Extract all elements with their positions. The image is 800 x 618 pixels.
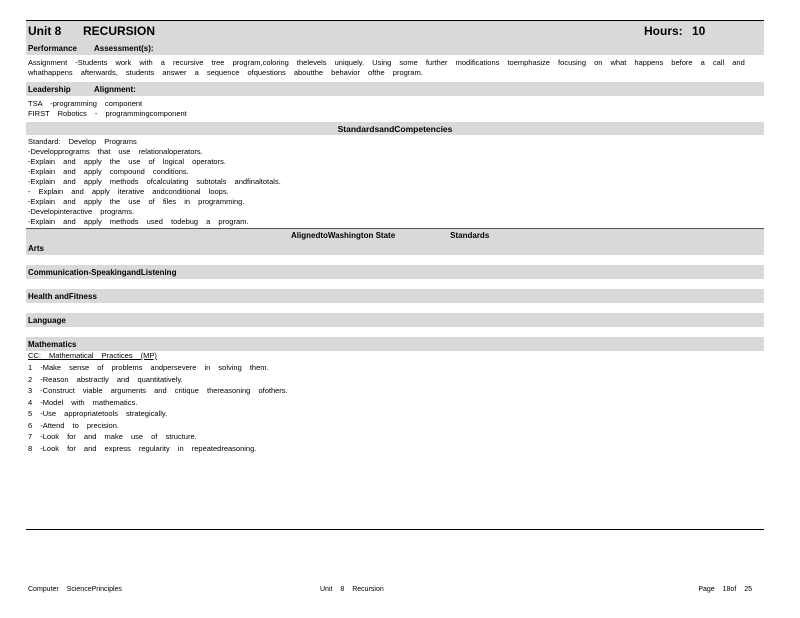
leadership-line-1: TSA -programming component [28, 99, 143, 108]
leadership-label: Leadership [28, 84, 71, 94]
standard-line: - Explain and apply iterative andconditional loops. [28, 187, 229, 196]
unit-number: Unit 8 [28, 24, 62, 38]
math-practice-line: 7 -Look for and make use of structure. [28, 432, 197, 441]
area-communication: Communication-SpeakingandListening [26, 265, 764, 279]
leadership-line-2: FIRST Robotics - programmingcomponent [28, 109, 187, 118]
footer-course: Computer SciencePrinciples [28, 586, 122, 593]
math-practice-line: 2 -Reason abstractly and quantitatively. [28, 374, 183, 384]
alignment-label: Alignment: [94, 84, 136, 94]
unit-title-bar [26, 20, 764, 41]
math-practice-line: 4 -Model with mathematics. [28, 397, 138, 407]
area-language: Language [26, 313, 764, 327]
math-practice-line: 8 -Look for and express regularity in repeatedreasoning. [28, 443, 257, 453]
hours-label: Hours: [644, 24, 683, 38]
math-practices-list [26, 361, 764, 454]
unit-topic: RECURSION [83, 24, 156, 38]
area-arts: Arts [26, 241, 764, 255]
math-practice-line: 3 -Construct viable arguments and critique thereasoning ofothers. [28, 386, 288, 395]
math-practices-subheading: CC: Mathematical Practices (MP) [28, 351, 157, 360]
document-page [26, 20, 764, 454]
page-footer [28, 586, 752, 593]
math-practice-line: 1 -Make sense of problems andpersevere in solving them. [28, 363, 269, 372]
bottom-divider [26, 529, 764, 530]
leadership-alignment-header [26, 82, 764, 96]
math-practice-line: 5 -Use appropriatetools strategically. [28, 409, 168, 418]
standard-line: -Explain and apply methods ofcalculating subtotals andfinaltotals. [28, 177, 281, 186]
math-practice-line: 6 -Attend to precision. [28, 420, 119, 430]
footer-page-number: Page 18of 25 [698, 586, 752, 593]
standard-line: -Explain and apply compound conditions. [28, 167, 189, 176]
standard-line: -Developinteractive programs. [28, 207, 135, 216]
hours-value: 10 [692, 24, 706, 38]
aligned-heading-standards: Standards [450, 230, 490, 240]
performance-line-1: Assignment -Students work with a recursive tree program,coloring thelevels uniquely. Using some further modifications toemphasize focusing on what happens before a call and [28, 58, 745, 67]
footer-unit: Unit 8 Recursion [320, 586, 384, 593]
standard-line: -Developprograms that use relationaloperators. [28, 147, 203, 156]
standard-line: -Explain and apply the use of files in programming. [28, 197, 245, 206]
standard-line: Standard: Develop Programs [28, 137, 137, 146]
performance-line-2: whathappens afterwards, students answer a sequence ofquestions aboutthe behavior ofthe program. [28, 68, 423, 77]
aligned-standards-heading [26, 229, 764, 241]
performance-assessment-header [26, 41, 764, 55]
aligned-heading: AlignedtoWashington State [291, 230, 396, 240]
standards-list [26, 135, 764, 227]
area-mathematics: Mathematics [26, 337, 764, 351]
standards-heading: StandardsandCompetencies [26, 122, 764, 135]
standard-line: -Explain and apply the use of logical operators. [28, 157, 226, 166]
area-health: Health andFitness [26, 289, 764, 303]
assessment-label: Assessment(s): [94, 43, 154, 53]
standard-line: -Explain and apply methods used todebug a program. [28, 217, 249, 226]
performance-label: Performance [28, 43, 77, 53]
